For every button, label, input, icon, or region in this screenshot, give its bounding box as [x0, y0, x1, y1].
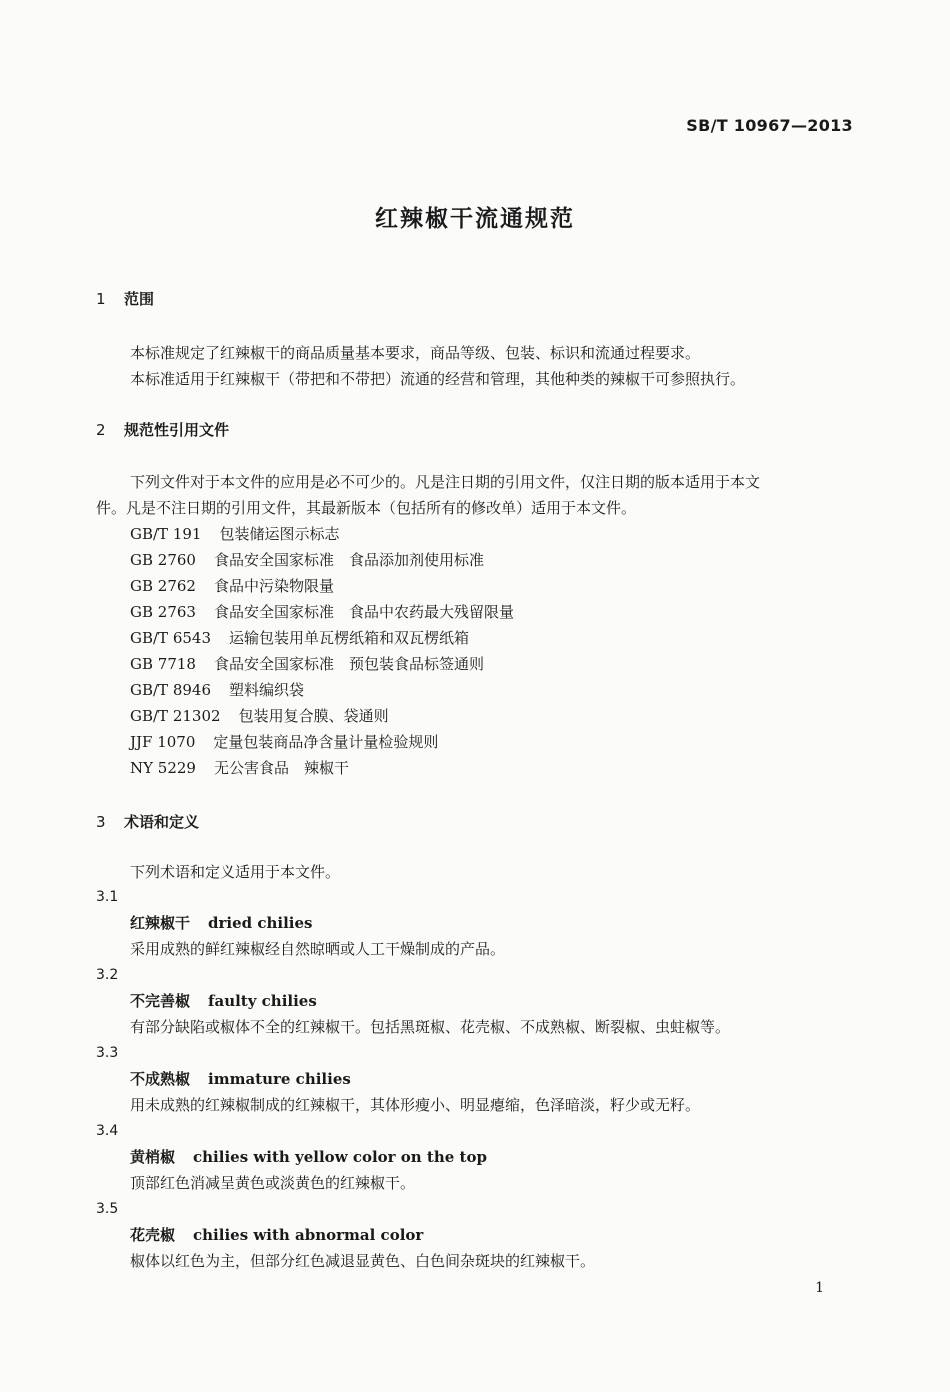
- section-heading-scope: [96, 288, 154, 309]
- term-definition: 椒体以红色为主，但部分红色减退显黄色、白色间杂斑块的红辣椒干。: [130, 1252, 596, 1270]
- section-heading-normative: [96, 419, 229, 440]
- term-name: [130, 1066, 730, 1092]
- term-name-en: faulty chilies: [208, 992, 317, 1010]
- reference-title: 无公害食品 辣椒干: [213, 759, 349, 777]
- reference-code: GB 2763: [130, 603, 196, 621]
- normative-intro-line-1: 下列文件对于本文件的应用是必不可少的。凡是注日期的引用文件，仅注日期的版本适用于本文: [130, 473, 761, 491]
- reference-item: [130, 755, 514, 781]
- term-name-cn: 黄梢椒: [130, 1148, 176, 1166]
- reference-item: [130, 573, 514, 599]
- term-definition: 有部分缺陷或椒体不全的红辣椒干。包括黑斑椒、花壳椒、不成熟椒、断裂椒、虫蛀椒等。: [130, 1018, 731, 1036]
- reference-item: [130, 521, 514, 547]
- section-number: 2: [96, 421, 106, 439]
- scope-paragraph-1: 本标准规定了红辣椒干的商品质量基本要求，商品等级、包装、标识和流通过程要求。: [130, 344, 701, 362]
- reference-item: [130, 547, 514, 573]
- term-name-cn: 红辣椒干: [130, 914, 191, 932]
- reference-code: NY 5229: [130, 759, 196, 777]
- section-number: 3: [96, 813, 106, 831]
- reference-item: [130, 651, 514, 677]
- scope-paragraph-2: 本标准适用于红辣椒干（带把和不带把）流通的经营和管理，其他种类的辣椒干可参照执行。: [130, 370, 746, 388]
- section-heading-terms: [96, 811, 199, 832]
- reference-title: 食品中污染物限量: [213, 577, 334, 595]
- reference-item: [130, 703, 514, 729]
- reference-item: [130, 599, 514, 625]
- term-entry: [96, 962, 730, 1040]
- term-number: 3.1: [96, 889, 119, 905]
- term-name: [130, 988, 730, 1014]
- term-name-cn: 花壳椒: [130, 1226, 176, 1244]
- reference-item: [130, 677, 514, 703]
- page-number: 1: [815, 1280, 824, 1296]
- term-name: [130, 910, 730, 936]
- terms-list: [96, 884, 730, 1274]
- reference-code: GB/T 21302: [130, 707, 221, 725]
- term-name-en: immature chilies: [208, 1070, 351, 1088]
- term-name-en: dried chilies: [208, 914, 313, 932]
- reference-title: 定量包装商品净含量计量检验规则: [213, 733, 439, 751]
- reference-code: GB 2760: [130, 551, 196, 569]
- terms-intro: 下列术语和定义适用于本文件。: [130, 863, 341, 881]
- term-number: 3.2: [96, 967, 119, 983]
- term-name-en: chilies with yellow color on the top: [193, 1148, 487, 1166]
- reference-title: 食品安全国家标准 食品中农药最大残留限量: [213, 603, 514, 621]
- term-entry: [96, 884, 730, 962]
- reference-code: JJF 1070: [130, 733, 196, 751]
- reference-title: 运输包装用单瓦楞纸箱和双瓦楞纸箱: [229, 629, 470, 647]
- section-number: 1: [96, 290, 106, 308]
- term-number: 3.5: [96, 1201, 119, 1217]
- reference-list: [130, 521, 514, 781]
- term-definition: 顶部红色消减呈黄色或淡黄色的红辣椒干。: [130, 1174, 416, 1192]
- reference-code: GB/T 6543: [130, 629, 212, 647]
- term-name-en: chilies with abnormal color: [193, 1226, 424, 1244]
- term-entry: [96, 1040, 730, 1118]
- term-entry: [96, 1118, 730, 1196]
- document-title: 红辣椒干流通规范: [375, 206, 575, 232]
- section-title: 范围: [124, 290, 155, 308]
- term-definition: 采用成熟的鲜红辣椒经自然晾晒或人工干燥制成的产品。: [130, 940, 506, 958]
- standard-code: SB/T 10967—2013: [686, 116, 853, 135]
- reference-title: 包装储运图示标志: [219, 525, 340, 543]
- term-definition: 用未成熟的红辣椒制成的红辣椒干，其体形瘦小、明显瘪缩，色泽暗淡，籽少或无籽。: [130, 1096, 701, 1114]
- term-number: 3.3: [96, 1045, 119, 1061]
- section-title: 规范性引用文件: [124, 421, 230, 439]
- term-entry: [96, 1196, 730, 1274]
- normative-intro-line-2: 件。凡是不注日期的引用文件，其最新版本（包括所有的修改单）适用于本文件。: [96, 499, 637, 517]
- reference-title: 食品安全国家标准 预包装食品标签通则: [213, 655, 484, 673]
- term-name-cn: 不成熟椒: [130, 1070, 191, 1088]
- reference-code: GB/T 8946: [130, 681, 212, 699]
- reference-item: [130, 625, 514, 651]
- reference-item: [130, 729, 514, 755]
- reference-code: GB 7718: [130, 655, 196, 673]
- term-name: [130, 1222, 730, 1248]
- term-name-cn: 不完善椒: [130, 992, 191, 1010]
- reference-title: 塑料编织袋: [229, 681, 305, 699]
- term-number: 3.4: [96, 1123, 119, 1139]
- reference-code: GB 2762: [130, 577, 196, 595]
- reference-title: 食品安全国家标准 食品添加剂使用标准: [213, 551, 484, 569]
- term-name: [130, 1144, 730, 1170]
- section-title: 术语和定义: [124, 813, 200, 831]
- reference-title: 包装用复合膜、袋通则: [238, 707, 389, 725]
- reference-code: GB/T 191: [130, 525, 202, 543]
